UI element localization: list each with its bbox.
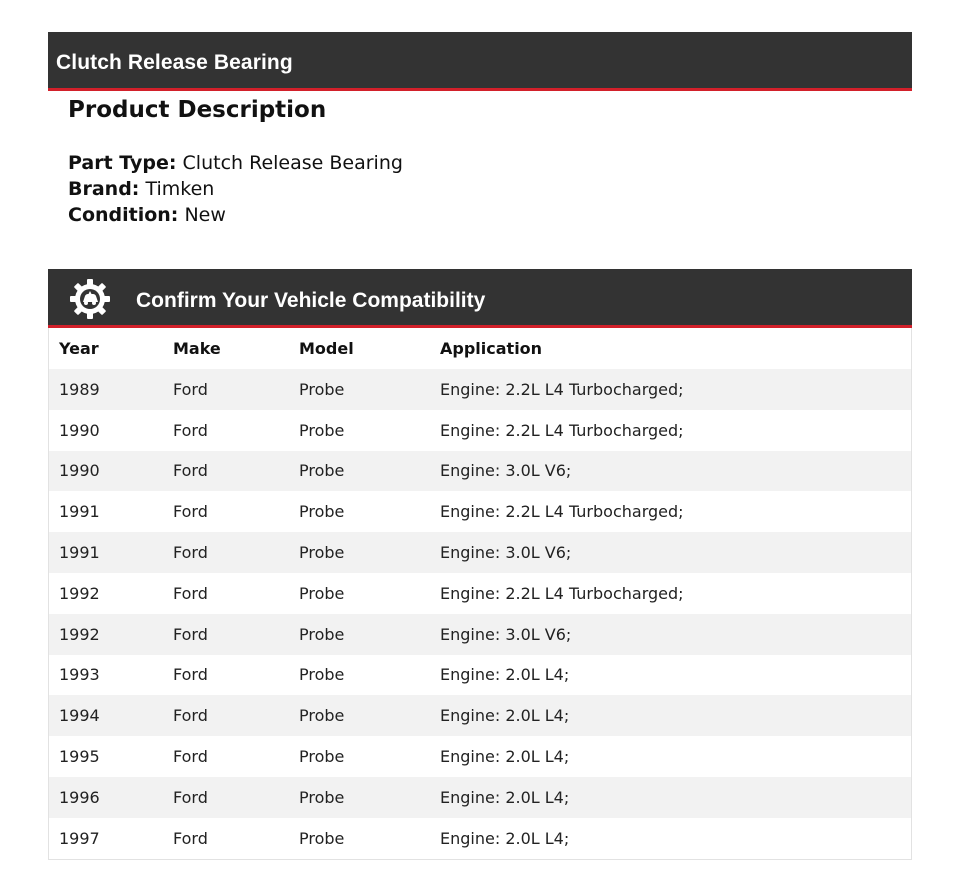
cell-model: Probe bbox=[299, 787, 345, 807]
cell-make: Ford bbox=[173, 787, 208, 807]
product-title: Clutch Release Bearing bbox=[56, 51, 293, 74]
cell-make: Ford bbox=[173, 502, 208, 522]
cell-model: Probe bbox=[299, 624, 345, 644]
cell-application: Engine: 2.2L L4 Turbocharged; bbox=[440, 502, 684, 522]
cell-year: 1991 bbox=[59, 502, 100, 522]
cell-year: 1993 bbox=[59, 665, 100, 685]
cell-year: 1995 bbox=[59, 747, 100, 767]
table-row bbox=[49, 451, 911, 492]
cell-make: Ford bbox=[173, 706, 208, 726]
cell-make: Ford bbox=[173, 828, 208, 848]
cell-year: 1990 bbox=[59, 420, 100, 440]
spec-condition bbox=[68, 204, 226, 226]
table-row bbox=[49, 532, 911, 573]
compatibility-title: Confirm Your Vehicle Compatibility bbox=[136, 289, 486, 312]
spec-label: Brand: bbox=[68, 178, 140, 200]
gear-car-icon bbox=[68, 277, 112, 321]
header-application: Application bbox=[440, 339, 543, 358]
header-model: Model bbox=[299, 339, 354, 358]
header-year: Year bbox=[59, 339, 99, 358]
table-row bbox=[49, 369, 911, 410]
table-row bbox=[49, 410, 911, 451]
cell-model: Probe bbox=[299, 665, 345, 685]
cell-application: Engine: 2.2L L4 Turbocharged; bbox=[440, 379, 684, 399]
cell-application: Engine: 2.0L L4; bbox=[440, 665, 570, 685]
table-row bbox=[49, 655, 911, 696]
cell-make: Ford bbox=[173, 747, 208, 767]
cell-year: 1991 bbox=[59, 543, 100, 563]
cell-year: 1989 bbox=[59, 379, 100, 399]
title-bar bbox=[48, 32, 912, 91]
cell-application: Engine: 3.0L V6; bbox=[440, 624, 572, 644]
table-row bbox=[49, 614, 911, 655]
compatibility-table bbox=[49, 328, 911, 859]
cell-application: Engine: 2.0L L4; bbox=[440, 787, 570, 807]
cell-year: 1992 bbox=[59, 583, 100, 603]
cell-application: Engine: 2.0L L4; bbox=[440, 706, 570, 726]
table-row bbox=[49, 777, 911, 818]
cell-make: Ford bbox=[173, 624, 208, 644]
table-row bbox=[49, 695, 911, 736]
cell-year: 1997 bbox=[59, 828, 100, 848]
spec-part-type bbox=[68, 152, 403, 174]
cell-model: Probe bbox=[299, 543, 345, 563]
cell-application: Engine: 2.2L L4 Turbocharged; bbox=[440, 583, 684, 603]
cell-make: Ford bbox=[173, 420, 208, 440]
cell-application: Engine: 2.0L L4; bbox=[440, 747, 570, 767]
compatibility-bar bbox=[48, 269, 912, 328]
table-header-row bbox=[49, 328, 911, 369]
spec-value: New bbox=[184, 204, 226, 226]
cell-application: Engine: 3.0L V6; bbox=[440, 543, 572, 563]
cell-year: 1990 bbox=[59, 461, 100, 481]
cell-year: 1996 bbox=[59, 787, 100, 807]
spec-brand bbox=[68, 178, 214, 200]
description-heading: Product Description bbox=[68, 97, 327, 123]
cell-make: Ford bbox=[173, 583, 208, 603]
cell-model: Probe bbox=[299, 379, 345, 399]
spec-label: Condition: bbox=[68, 204, 179, 226]
cell-application: Engine: 3.0L V6; bbox=[440, 461, 572, 481]
table-row bbox=[49, 573, 911, 614]
cell-model: Probe bbox=[299, 420, 345, 440]
cell-model: Probe bbox=[299, 583, 345, 603]
header-make: Make bbox=[173, 339, 221, 358]
cell-year: 1992 bbox=[59, 624, 100, 644]
cell-model: Probe bbox=[299, 461, 345, 481]
spec-value: Timken bbox=[145, 178, 215, 200]
cell-application: Engine: 2.2L L4 Turbocharged; bbox=[440, 420, 684, 440]
cell-model: Probe bbox=[299, 502, 345, 522]
table-row bbox=[49, 736, 911, 777]
cell-make: Ford bbox=[173, 665, 208, 685]
cell-model: Probe bbox=[299, 747, 345, 767]
cell-make: Ford bbox=[173, 379, 208, 399]
compatibility-table-wrapper bbox=[48, 328, 912, 860]
table-row bbox=[49, 818, 911, 859]
cell-make: Ford bbox=[173, 461, 208, 481]
spec-label: Part Type: bbox=[68, 152, 177, 174]
cell-make: Ford bbox=[173, 543, 208, 563]
spec-value: Clutch Release Bearing bbox=[182, 152, 403, 174]
cell-model: Probe bbox=[299, 706, 345, 726]
cell-model: Probe bbox=[299, 828, 345, 848]
cell-year: 1994 bbox=[59, 706, 100, 726]
cell-application: Engine: 2.0L L4; bbox=[440, 828, 570, 848]
table-row bbox=[49, 491, 911, 532]
